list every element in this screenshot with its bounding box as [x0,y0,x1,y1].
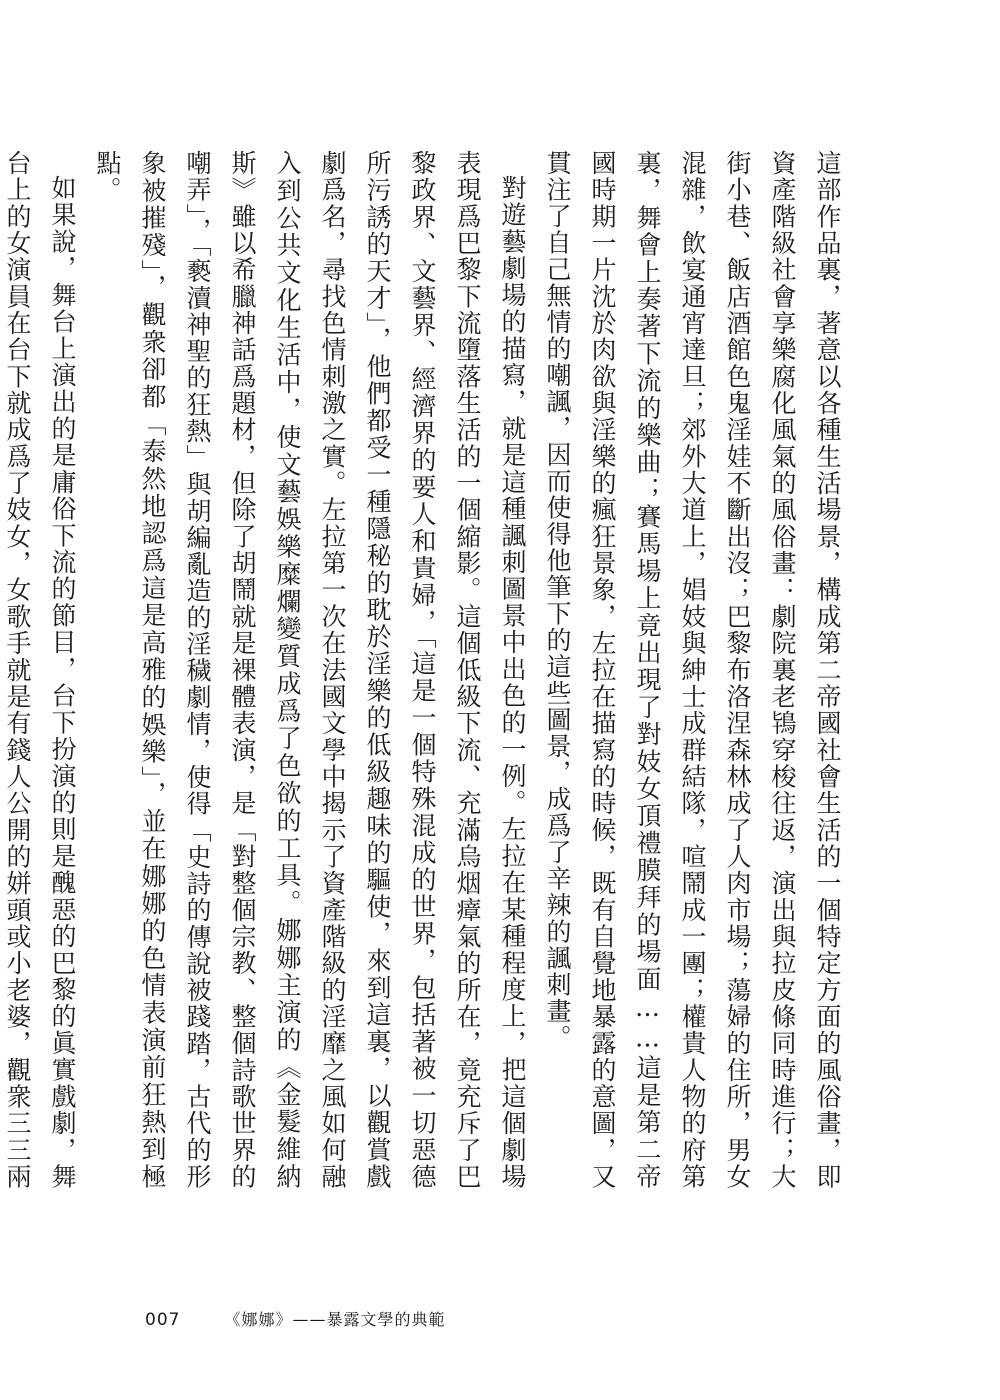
paragraph-3: 如果說，舞台上演出的是庸俗下流的節目，台下扮演的則是醜惡的巴黎的眞實戲劇，舞台上的女演員在台下就成爲了妓女，女歌手就是有錢人公開的姘頭或小老婆，觀衆三三兩 [3,150,77,1190]
paragraph-2: 對遊藝劇場的描寫，就是這種諷刺圖景中出色的一例。左拉在某種程度上，把這個劇場表現爲巴黎下流墮落生活的一個縮影。這個低級下流、充滿烏烟瘴氣的所在，竟充斥了巴黎政界、文藝界、經濟界的要人和貴婦，「這是一個特殊混成的世界，包括著被一切惡德所污誘的天才」，他們都受一種隱秘的耽於淫樂的低級趣味的驅使，來到這裏，以觀賞戲劇爲名，尋找色情刺激之實。左拉第一次在法國文學中揭示了資產階級的淫靡之風如何融入到公共文化生活中，使文藝娛樂糜爛變質成爲了色欲的工具。娜娜主演的《金髮維納斯》雖以希臘神話爲題材，但除了胡鬧就是裸體表演，是「對整個宗教、整個詩歌世界的嘲弄」，「褻瀆神聖的狂熱」與胡編亂造的淫穢劇情，使得「史詩的傳說被踐踏，古代的形象被摧殘」，觀衆卻都「泰然地認爲這是高雅的娛樂」，並在娜娜的色情表演前狂熱到極點。 [93,150,527,1190]
body-text [0,150,850,1190]
running-title: 《娜娜》——暴露文學的典範 [224,1310,446,1329]
page-footer [145,1307,445,1330]
page-number: 007 [145,1310,181,1330]
paragraph-1: 這部作品裏，著意以各種生活場景，構成第二帝國社會生活的一個特定方面的風俗畫，即資產階級社會享樂腐化風氣的風俗畫：劇院裏老鴇穿梭往返，演出與拉皮條同時進行；大街小巷、飯店酒館色鬼淫娃不斷出沒；巴黎布洛涅森林成了人肉市場；蕩婦的住所，男女混雜，飲宴通宵達旦；郊外大道上，娼妓與紳士成群結隊，喧鬧成一團；權貴人物的府第裏，舞會上奏著下流的樂曲；賽馬場上竟出現了對妓女頂禮膜拜的場面……這是第二帝國時期一片沈於肉欲與淫樂的瘋狂景象，左拉在描寫的時候，既有自覺地暴露的意圖，又貫注了自己無情的嘲諷，因而使得他筆下的這些圖景，成爲了辛辣的諷刺畫。 [543,150,842,1190]
